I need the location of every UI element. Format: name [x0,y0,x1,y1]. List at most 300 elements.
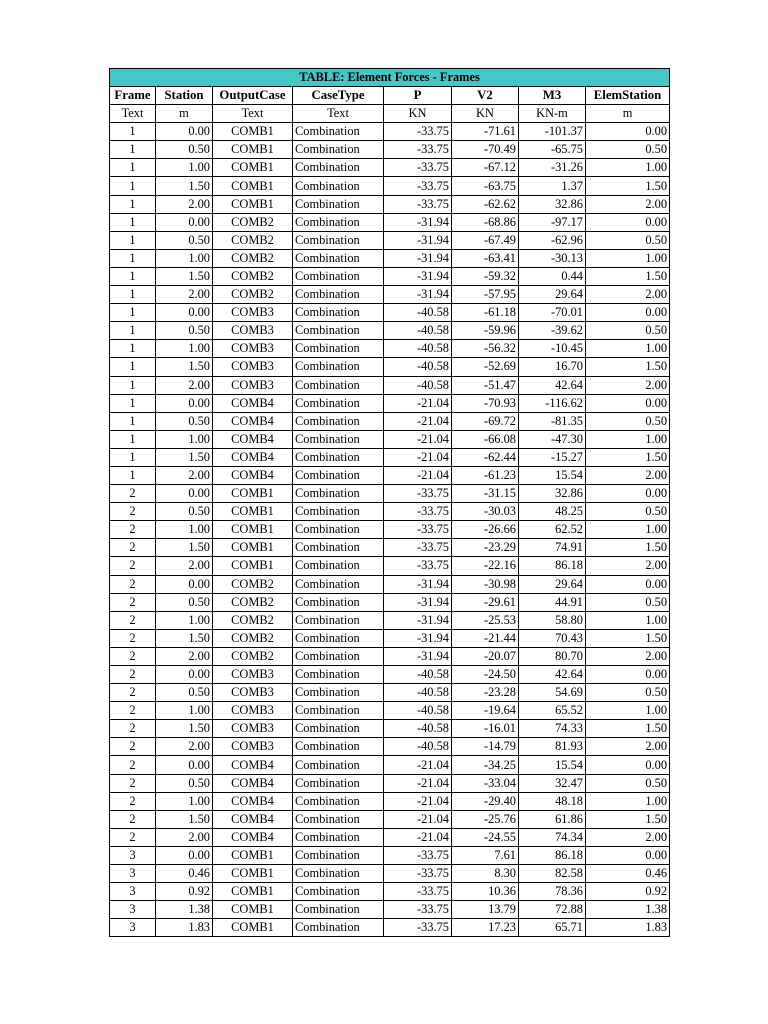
cell-v2: -23.29 [452,539,519,557]
cell-case-type: Combination [293,684,384,702]
cell-elem-station: 1.50 [586,629,670,647]
cell-v2: -52.69 [452,358,519,376]
cell-station: 1.50 [156,810,213,828]
cell-station: 0.50 [156,412,213,430]
cell-station: 1.00 [156,430,213,448]
cell-m3: 78.36 [519,883,586,901]
cell-v2: -67.12 [452,159,519,177]
cell-station: 0.50 [156,322,213,340]
table-row [110,720,670,738]
cell-frame: 1 [110,304,156,322]
cell-output-case: COMB2 [213,231,293,249]
cell-elem-station: 2.00 [586,647,670,665]
cell-station: 0.00 [156,485,213,503]
table-row [110,774,670,792]
cell-frame: 1 [110,322,156,340]
cell-m3: 15.54 [519,756,586,774]
table-row [110,738,670,756]
cell-case-type: Combination [293,756,384,774]
cell-p: -31.94 [384,611,452,629]
cell-elem-station: 0.00 [586,575,670,593]
table-row [110,430,670,448]
cell-m3: 1.37 [519,177,586,195]
cell-output-case: COMB1 [213,521,293,539]
cell-case-type: Combination [293,883,384,901]
cell-p: -31.94 [384,593,452,611]
cell-frame: 3 [110,846,156,864]
cell-station: 1.50 [156,267,213,285]
cell-v2: -34.25 [452,756,519,774]
cell-frame: 1 [110,195,156,213]
cell-case-type: Combination [293,485,384,503]
table-row [110,412,670,430]
cell-elem-station: 1.83 [586,919,670,937]
cell-m3: 0.44 [519,267,586,285]
cell-case-type: Combination [293,177,384,195]
cell-m3: 74.91 [519,539,586,557]
cell-m3: 80.70 [519,647,586,665]
cell-station: 0.00 [156,666,213,684]
cell-frame: 2 [110,738,156,756]
cell-station: 1.00 [156,340,213,358]
cell-v2: -56.32 [452,340,519,358]
cell-output-case: COMB3 [213,322,293,340]
cell-output-case: COMB2 [213,249,293,267]
cell-station: 2.00 [156,466,213,484]
cell-m3: 61.86 [519,810,586,828]
table-row [110,557,670,575]
table-row [110,575,670,593]
cell-output-case: COMB2 [213,647,293,665]
cell-elem-station: 1.38 [586,901,670,919]
cell-v2: -30.03 [452,503,519,521]
cell-output-case: COMB1 [213,485,293,503]
cell-p: -33.75 [384,883,452,901]
table-row [110,756,670,774]
cell-frame: 1 [110,448,156,466]
cell-case-type: Combination [293,159,384,177]
element-forces-table [109,68,670,937]
cell-m3: -10.45 [519,340,586,358]
cell-elem-station: 1.00 [586,702,670,720]
cell-case-type: Combination [293,810,384,828]
cell-elem-station: 1.00 [586,249,670,267]
cell-station: 2.00 [156,195,213,213]
cell-p: -21.04 [384,394,452,412]
cell-frame: 2 [110,521,156,539]
cell-v2: -61.18 [452,304,519,322]
cell-m3: 86.18 [519,846,586,864]
cell-case-type: Combination [293,521,384,539]
cell-case-type: Combination [293,466,384,484]
cell-m3: 82.58 [519,865,586,883]
cell-elem-station: 1.50 [586,267,670,285]
cell-m3: 72.88 [519,901,586,919]
cell-station: 0.00 [156,304,213,322]
cell-station: 0.00 [156,394,213,412]
cell-output-case: COMB1 [213,883,293,901]
cell-station: 2.00 [156,647,213,665]
unit-m3: KN-m [519,105,586,123]
cell-frame: 1 [110,412,156,430]
cell-output-case: COMB4 [213,448,293,466]
cell-case-type: Combination [293,865,384,883]
cell-m3: 81.93 [519,738,586,756]
cell-m3: 54.69 [519,684,586,702]
cell-station: 0.92 [156,883,213,901]
cell-station: 0.46 [156,865,213,883]
cell-output-case: COMB3 [213,376,293,394]
cell-elem-station: 0.00 [586,394,670,412]
cell-station: 1.00 [156,611,213,629]
table-row [110,195,670,213]
cell-v2: -14.79 [452,738,519,756]
cell-station: 1.00 [156,159,213,177]
cell-p: -21.04 [384,792,452,810]
table-title-row [110,69,670,87]
cell-station: 2.00 [156,286,213,304]
cell-frame: 1 [110,466,156,484]
cell-output-case: COMB1 [213,177,293,195]
cell-output-case: COMB1 [213,195,293,213]
cell-case-type: Combination [293,575,384,593]
column-header-v2: V2 [452,87,519,105]
cell-v2: -62.44 [452,448,519,466]
cell-station: 1.00 [156,521,213,539]
cell-v2: -70.49 [452,141,519,159]
cell-elem-station: 0.00 [586,123,670,141]
cell-output-case: COMB3 [213,720,293,738]
cell-frame: 1 [110,123,156,141]
cell-elem-station: 0.00 [586,485,670,503]
cell-case-type: Combination [293,774,384,792]
cell-frame: 1 [110,286,156,304]
cell-m3: 74.33 [519,720,586,738]
element-forces-table-container [109,68,669,937]
table-row [110,376,670,394]
cell-station: 2.00 [156,828,213,846]
cell-elem-station: 2.00 [586,376,670,394]
cell-m3: 29.64 [519,286,586,304]
cell-m3: 42.64 [519,666,586,684]
cell-frame: 2 [110,557,156,575]
cell-frame: 1 [110,249,156,267]
cell-v2: -24.50 [452,666,519,684]
cell-station: 0.00 [156,575,213,593]
cell-station: 0.50 [156,141,213,159]
cell-output-case: COMB2 [213,629,293,647]
cell-m3: -62.96 [519,231,586,249]
table-row [110,177,670,195]
cell-frame: 2 [110,647,156,665]
cell-m3: -31.26 [519,159,586,177]
column-header-m3: M3 [519,87,586,105]
cell-elem-station: 2.00 [586,195,670,213]
cell-p: -33.75 [384,901,452,919]
cell-case-type: Combination [293,286,384,304]
cell-v2: -16.01 [452,720,519,738]
cell-frame: 1 [110,376,156,394]
cell-m3: 62.52 [519,521,586,539]
cell-m3: 16.70 [519,358,586,376]
table-row [110,666,670,684]
cell-frame: 2 [110,611,156,629]
table-row [110,828,670,846]
cell-station: 0.50 [156,684,213,702]
table-row [110,231,670,249]
cell-case-type: Combination [293,141,384,159]
cell-case-type: Combination [293,738,384,756]
cell-p: -31.94 [384,213,452,231]
cell-output-case: COMB1 [213,901,293,919]
cell-v2: -61.23 [452,466,519,484]
cell-case-type: Combination [293,846,384,864]
cell-frame: 1 [110,358,156,376]
cell-output-case: COMB2 [213,575,293,593]
cell-station: 0.50 [156,593,213,611]
cell-frame: 2 [110,810,156,828]
table-row [110,702,670,720]
cell-p: -40.58 [384,702,452,720]
cell-elem-station: 1.50 [586,448,670,466]
cell-elem-station: 0.50 [586,593,670,611]
cell-m3: 15.54 [519,466,586,484]
table-row [110,901,670,919]
cell-m3: 48.25 [519,503,586,521]
cell-frame: 3 [110,865,156,883]
cell-m3: 32.86 [519,195,586,213]
cell-case-type: Combination [293,376,384,394]
cell-case-type: Combination [293,322,384,340]
cell-m3: 48.18 [519,792,586,810]
cell-station: 0.50 [156,231,213,249]
cell-p: -33.75 [384,159,452,177]
cell-frame: 2 [110,702,156,720]
cell-frame: 1 [110,213,156,231]
cell-p: -33.75 [384,177,452,195]
cell-m3: -65.75 [519,141,586,159]
table-title: TABLE: Element Forces - Frames [110,69,670,87]
cell-v2: -25.76 [452,810,519,828]
cell-v2: -67.49 [452,231,519,249]
cell-output-case: COMB1 [213,503,293,521]
table-row [110,485,670,503]
table-row [110,340,670,358]
cell-elem-station: 0.50 [586,322,670,340]
cell-p: -40.58 [384,322,452,340]
cell-p: -40.58 [384,340,452,358]
cell-m3: -30.13 [519,249,586,267]
table-row [110,593,670,611]
cell-output-case: COMB3 [213,702,293,720]
cell-elem-station: 1.00 [586,792,670,810]
table-row [110,213,670,231]
cell-station: 0.00 [156,756,213,774]
cell-case-type: Combination [293,304,384,322]
cell-output-case: COMB1 [213,159,293,177]
unit-row [110,105,670,123]
cell-p: -31.94 [384,267,452,285]
cell-output-case: COMB4 [213,394,293,412]
cell-output-case: COMB1 [213,557,293,575]
table-row [110,792,670,810]
cell-m3: 86.18 [519,557,586,575]
cell-station: 1.00 [156,702,213,720]
cell-p: -40.58 [384,738,452,756]
column-header-p: P [384,87,452,105]
cell-v2: -26.66 [452,521,519,539]
cell-case-type: Combination [293,231,384,249]
cell-m3: -97.17 [519,213,586,231]
cell-v2: -68.86 [452,213,519,231]
cell-elem-station: 1.50 [586,810,670,828]
cell-frame: 2 [110,503,156,521]
unit-p: KN [384,105,452,123]
table-row [110,249,670,267]
column-header-row [110,87,670,105]
cell-output-case: COMB1 [213,123,293,141]
cell-v2: 7.61 [452,846,519,864]
cell-v2: -31.15 [452,485,519,503]
table-row [110,521,670,539]
cell-frame: 1 [110,430,156,448]
cell-output-case: COMB1 [213,865,293,883]
cell-m3: -47.30 [519,430,586,448]
cell-case-type: Combination [293,828,384,846]
cell-elem-station: 1.00 [586,159,670,177]
cell-p: -33.75 [384,846,452,864]
cell-station: 1.83 [156,919,213,937]
cell-p: -31.94 [384,286,452,304]
cell-station: 1.50 [156,358,213,376]
cell-case-type: Combination [293,539,384,557]
cell-v2: -19.64 [452,702,519,720]
cell-station: 0.00 [156,846,213,864]
cell-p: -33.75 [384,141,452,159]
cell-p: -40.58 [384,304,452,322]
cell-v2: -70.93 [452,394,519,412]
cell-p: -21.04 [384,756,452,774]
cell-output-case: COMB3 [213,358,293,376]
unit-station: m [156,105,213,123]
table-row [110,358,670,376]
cell-output-case: COMB4 [213,792,293,810]
cell-elem-station: 1.00 [586,521,670,539]
cell-elem-station: 2.00 [586,828,670,846]
cell-case-type: Combination [293,792,384,810]
table-row [110,611,670,629]
cell-elem-station: 1.00 [586,430,670,448]
cell-frame: 2 [110,666,156,684]
cell-frame: 1 [110,394,156,412]
cell-elem-station: 0.50 [586,412,670,430]
cell-p: -33.75 [384,485,452,503]
cell-station: 1.50 [156,448,213,466]
column-header-frame: Frame [110,87,156,105]
table-row [110,448,670,466]
cell-p: -33.75 [384,557,452,575]
column-header-elem-station: ElemStation [586,87,670,105]
cell-elem-station: 0.50 [586,231,670,249]
cell-frame: 2 [110,593,156,611]
cell-elem-station: 0.50 [586,774,670,792]
cell-elem-station: 1.50 [586,720,670,738]
cell-p: -40.58 [384,666,452,684]
cell-elem-station: 0.00 [586,304,670,322]
cell-m3: -70.01 [519,304,586,322]
cell-output-case: COMB4 [213,430,293,448]
cell-station: 1.50 [156,720,213,738]
cell-output-case: COMB4 [213,466,293,484]
cell-v2: -30.98 [452,575,519,593]
cell-case-type: Combination [293,647,384,665]
cell-p: -40.58 [384,358,452,376]
table-row [110,304,670,322]
cell-output-case: COMB2 [213,213,293,231]
cell-m3: 65.71 [519,919,586,937]
cell-frame: 2 [110,485,156,503]
table-row [110,394,670,412]
table-row [110,647,670,665]
cell-m3: 32.47 [519,774,586,792]
cell-p: -33.75 [384,539,452,557]
table-body [110,123,670,937]
cell-p: -40.58 [384,684,452,702]
cell-p: -21.04 [384,466,452,484]
cell-frame: 1 [110,159,156,177]
cell-v2: -62.62 [452,195,519,213]
cell-v2: -21.44 [452,629,519,647]
cell-v2: -59.96 [452,322,519,340]
cell-output-case: COMB2 [213,267,293,285]
cell-v2: -29.61 [452,593,519,611]
cell-p: -33.75 [384,503,452,521]
cell-v2: -29.40 [452,792,519,810]
cell-elem-station: 1.50 [586,358,670,376]
cell-case-type: Combination [293,557,384,575]
cell-output-case: COMB4 [213,756,293,774]
cell-p: -21.04 [384,430,452,448]
cell-elem-station: 2.00 [586,286,670,304]
table-row [110,123,670,141]
cell-p: -31.94 [384,647,452,665]
cell-station: 1.50 [156,629,213,647]
table-row [110,919,670,937]
cell-output-case: COMB3 [213,666,293,684]
table-row [110,141,670,159]
cell-frame: 1 [110,267,156,285]
cell-frame: 1 [110,231,156,249]
cell-p: -33.75 [384,195,452,213]
cell-elem-station: 2.00 [586,466,670,484]
table-row [110,846,670,864]
cell-station: 1.50 [156,539,213,557]
cell-p: -21.04 [384,828,452,846]
cell-p: -40.58 [384,376,452,394]
cell-m3: -81.35 [519,412,586,430]
cell-case-type: Combination [293,611,384,629]
unit-frame: Text [110,105,156,123]
cell-p: -21.04 [384,774,452,792]
cell-v2: -71.61 [452,123,519,141]
cell-elem-station: 1.50 [586,539,670,557]
cell-case-type: Combination [293,394,384,412]
cell-m3: 74.34 [519,828,586,846]
cell-output-case: COMB4 [213,810,293,828]
cell-p: -21.04 [384,810,452,828]
cell-elem-station: 1.50 [586,177,670,195]
cell-m3: 32.86 [519,485,586,503]
